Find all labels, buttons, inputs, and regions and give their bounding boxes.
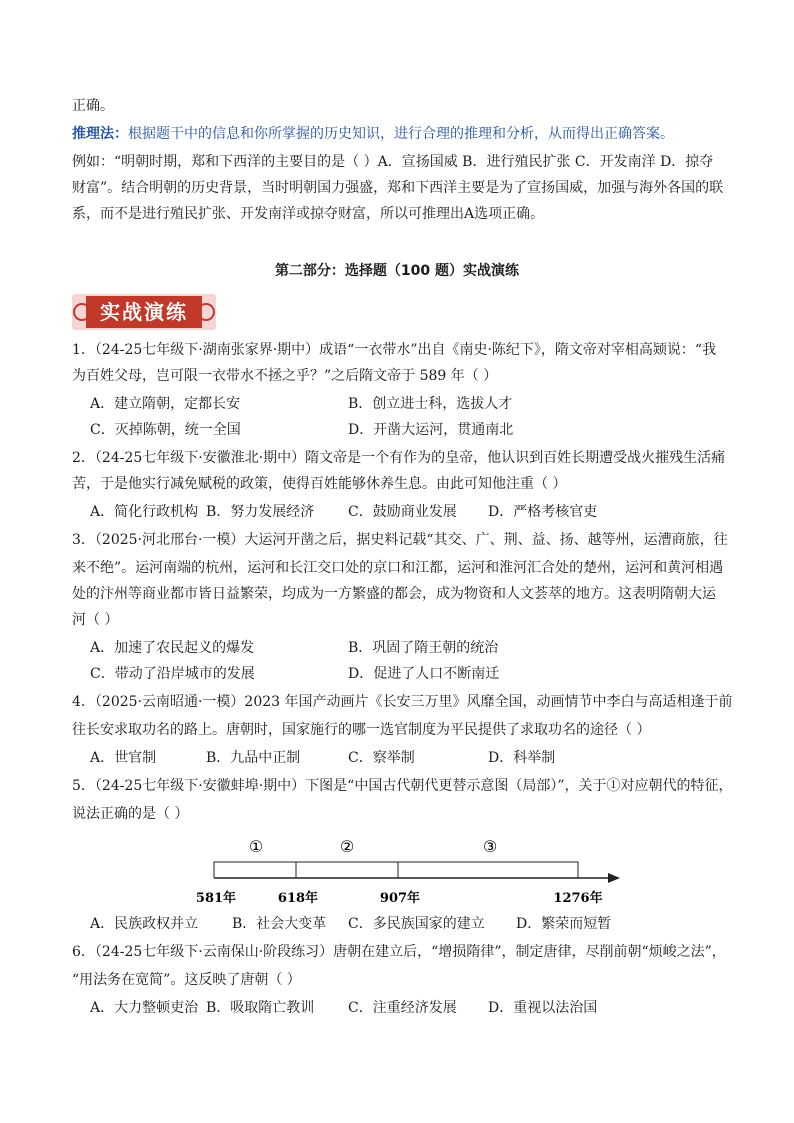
timeline-year-2: 618年 (277, 891, 319, 906)
q5-option-d: D．繁荣而短暂 (516, 916, 612, 932)
banner-text: 实战演练 (100, 300, 188, 324)
q3-option-a: A．加速了农民起义的爆发 (90, 640, 255, 656)
q3-option-c: C．带动了沿岸城市的发展 (90, 666, 255, 682)
q2-line-2: 苦，于是他实行减免赋税的政策，使得百姓能够休养生息。由此可知他注重（ ） (72, 476, 567, 492)
q6-line-2: “用法务在宽简”。这反映了唐朝（ ） (72, 972, 301, 988)
timeline-year-1: 581年 (195, 891, 237, 906)
example-line-3: 系，而不是进行殖民扩张、开发南洋或掠夺财富，所以可推理出A选项正确。 (72, 206, 545, 222)
q5-option-c: C．多民族国家的建立 (348, 916, 485, 932)
q1-option-c: C．灭掉陈朝，统一全国 (90, 422, 241, 438)
q6-option-a: A．大力整顿吏治 (90, 1000, 199, 1016)
q4-option-c: C．察举制 (348, 750, 415, 766)
q2-line-1: 2．（24-25七年级下·安徽淮北·期中）隋文帝是一个有作为的皇帝，他认识到百姓长期遭受战火摧残生活痛 (72, 450, 726, 466)
q5-line-1: 5．（24-25七年级下·安徽蚌埠·期中）下图是“中国古代朝代更替示意图（局部）”，关于①对应朝代的特征， (72, 778, 733, 794)
dynasty-timeline (180, 832, 620, 912)
practice-banner (72, 294, 216, 330)
q2-option-a: A．简化行政机构 (90, 504, 199, 520)
q1-line-1: 1．（24-25七年级下·湖南张家界·期中）成语“一衣带水”出自《南史·陈纪下》，隋文帝对宰相高颎说：“我 (72, 342, 717, 358)
example-line-2: 财富”。结合明朝的历史背景，当时明朝国力强盛，郑和下西洋主要是为了宣扬国威，加强与海外各国的联 (72, 180, 724, 196)
q4-line-1: 4．（2025·云南昭通·一模）2023 年国产动画片《长安三万里》风靡全国，动画情节中李白与高适相逢于前 (72, 694, 733, 710)
timeline-year-4: 1276年 (553, 891, 603, 906)
q4-option-d: D．科举制 (488, 750, 556, 766)
q3-line-3: 处的汴州等商业都市皆日益繁荣，均成为一方繁盛的都会，成为物资和人文荟萃的地方。这表明隋朝大运 (72, 586, 716, 602)
q6-line-1: 6．（24-25七年级下·云南保山·阶段练习）唐朝在建立后，“增损隋律”，制定唐律，尽削前朝“烦峻之法”， (72, 944, 726, 960)
timeline-arrow (608, 873, 620, 883)
timeline-marker-3: ③ (482, 837, 498, 856)
q4-option-a: A．世官制 (90, 750, 157, 766)
q1-option-b: B．创立进士科，选拔人才 (348, 396, 513, 412)
q5-option-b: B．社会大变革 (232, 916, 327, 932)
section-title: 第二部分：选择题（100 题）实战演练 (274, 263, 520, 279)
method-text: 根据题干中的信息和你所掌握的历史知识，进行合理的推理和分析，从而得出正确答案。 (128, 126, 674, 142)
q1-line-2: 为百姓父母，岂可限一衣带水不拯之乎？”之后隋文帝于 589 年（ ） (72, 368, 498, 384)
q1-option-d: D．开凿大运河，贯通南北 (348, 422, 514, 438)
timeline-year-3: 907年 (379, 891, 421, 906)
segment-2-bracket (296, 862, 398, 878)
q6-option-d: D．重视以法治国 (488, 1000, 598, 1016)
q4-line-2: 往长安求取功名的路上。唐朝时，国家施行的哪一选官制度为平民提供了求取功名的途径（ ） (72, 722, 651, 738)
q1-option-a: A．建立隋朝，定都长安 (90, 396, 241, 412)
q3-option-d: D．促进了人口不断南迁 (348, 666, 500, 682)
q5-option-a: A．民族政权并立 (90, 916, 199, 932)
q5-line-2: 说法正确的是（ ） (72, 806, 189, 822)
q3-line-2: 来不绝”。运河南端的杭州，运河和长江交口处的京口和江都，运河和淮河汇合处的楚州，运河和黄河相遇 (72, 560, 724, 576)
method-paragraph (72, 124, 674, 144)
timeline-marker-2: ② (339, 837, 355, 856)
q3-option-b: B．巩固了隋王朝的统治 (348, 640, 499, 656)
q4-option-b: B．九品中正制 (206, 750, 301, 766)
q6-option-b: B．吸取隋亡教训 (206, 1000, 315, 1016)
q2-option-c: C．鼓励商业发展 (348, 504, 457, 520)
q3-line-1: 3．（2025·河北邢台·一模）大运河开凿之后，据史料记载“其交、广、荆、益、扬、越等州，运漕商旅，往 (72, 532, 728, 548)
q2-option-d: D．严格考核官吏 (488, 504, 598, 520)
timeline-svg (180, 832, 620, 912)
example-line-1: 例如：“明朝时期，郑和下西洋的主要目的是（ ）A．宣扬国威 B．进行殖民扩张 C．开发南洋 D．掠夺 (72, 154, 714, 170)
q6-option-c: C．注重经济发展 (348, 1000, 457, 1016)
intro-line-1: 正确。 (72, 98, 114, 114)
timeline-marker-1: ① (248, 837, 264, 856)
segment-3-bracket (398, 862, 578, 878)
segment-1-bracket (214, 862, 296, 878)
method-label: 推理法： (72, 126, 128, 142)
q3-line-4: 河（ ） (72, 612, 119, 628)
q2-option-b: B．努力发展经济 (206, 504, 315, 520)
